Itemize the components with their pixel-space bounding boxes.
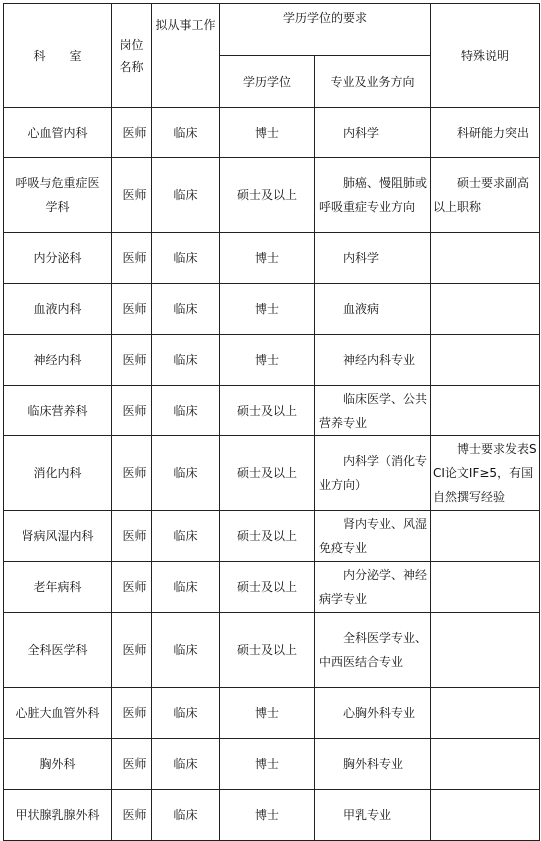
- dept-cell: 临床营养科: [4, 386, 112, 436]
- header-major: 专业及业务方向: [315, 56, 431, 108]
- table-row: [4, 284, 540, 335]
- major-cell: 全科医学专业、中西医结合专业: [315, 613, 431, 688]
- major-cell: 神经内科专业: [315, 335, 431, 386]
- header-note: 特殊说明: [431, 4, 540, 108]
- table-row: [4, 688, 540, 739]
- position-cell: 医师: [112, 284, 152, 335]
- major-cell: 甲乳专业: [315, 790, 431, 841]
- position-cell: 医师: [112, 108, 152, 158]
- work-cell: 临床: [152, 108, 220, 158]
- degree-cell: 硕士及以上: [220, 158, 315, 233]
- note-cell: [431, 386, 540, 436]
- work-cell: 临床: [152, 233, 220, 284]
- position-cell: 医师: [112, 233, 152, 284]
- degree-cell: 硕士及以上: [220, 562, 315, 613]
- degree-cell: 博士: [220, 108, 315, 158]
- work-cell: 临床: [152, 511, 220, 562]
- dept-cell: 心脏大血管外科: [4, 688, 112, 739]
- note-cell: [431, 613, 540, 688]
- note-cell: [431, 790, 540, 841]
- major-cell: 肾内专业、风湿免疫专业: [315, 511, 431, 562]
- table-row: [4, 108, 540, 158]
- note-cell: [431, 739, 540, 790]
- major-cell: 内科学: [315, 233, 431, 284]
- major-cell: 内分泌学、神经病学专业: [315, 562, 431, 613]
- work-cell: 临床: [152, 790, 220, 841]
- work-cell: 临床: [152, 613, 220, 688]
- recruitment-table: [3, 3, 540, 841]
- position-cell: 医师: [112, 511, 152, 562]
- degree-cell: 硕士及以上: [220, 436, 315, 511]
- dept-cell: 呼吸与危重症医学科: [4, 158, 112, 233]
- dept-cell: 血液内科: [4, 284, 112, 335]
- header-position-name: 岗位名称: [112, 4, 152, 108]
- note-cell: [431, 335, 540, 386]
- dept-cell: 肾病风湿内科: [4, 511, 112, 562]
- work-cell: 临床: [152, 562, 220, 613]
- work-cell: 临床: [152, 688, 220, 739]
- header-work-type: 拟从事工作: [152, 4, 220, 108]
- table-row: [4, 436, 540, 511]
- note-cell: 科研能力突出: [431, 108, 540, 158]
- dept-cell: 神经内科: [4, 335, 112, 386]
- work-cell: 临床: [152, 386, 220, 436]
- work-cell: 临床: [152, 284, 220, 335]
- position-cell: 医师: [112, 386, 152, 436]
- degree-cell: 博士: [220, 739, 315, 790]
- work-cell: 临床: [152, 739, 220, 790]
- position-cell: 医师: [112, 335, 152, 386]
- position-cell: 医师: [112, 562, 152, 613]
- dept-cell: 心血管内科: [4, 108, 112, 158]
- dept-cell: 胸外科: [4, 739, 112, 790]
- major-cell: 内科学（消化专业方向）: [315, 436, 431, 511]
- header-dept: 科 室: [4, 4, 112, 108]
- major-cell: 血液病: [315, 284, 431, 335]
- table-row: [4, 790, 540, 841]
- position-cell: 医师: [112, 790, 152, 841]
- position-cell: 医师: [112, 688, 152, 739]
- table-row: [4, 613, 540, 688]
- dept-cell: 老年病科: [4, 562, 112, 613]
- note-cell: [431, 511, 540, 562]
- work-cell: 临床: [152, 436, 220, 511]
- position-cell: 医师: [112, 613, 152, 688]
- degree-cell: 博士: [220, 233, 315, 284]
- degree-cell: 硕士及以上: [220, 511, 315, 562]
- dept-cell: 全科医学科: [4, 613, 112, 688]
- header-row: [4, 4, 540, 56]
- note-cell: 硕士要求副高以上职称: [431, 158, 540, 233]
- degree-cell: 博士: [220, 688, 315, 739]
- header-edu-degree: 学历学位: [220, 56, 315, 108]
- work-cell: 临床: [152, 335, 220, 386]
- table-row: [4, 158, 540, 233]
- dept-cell: 甲状腺乳腺外科: [4, 790, 112, 841]
- header-edu-group: 学历学位的要求: [220, 4, 431, 56]
- dept-cell: 消化内科: [4, 436, 112, 511]
- degree-cell: 博士: [220, 335, 315, 386]
- table-row: [4, 233, 540, 284]
- major-cell: 心胸外科专业: [315, 688, 431, 739]
- dept-cell: 内分泌科: [4, 233, 112, 284]
- table-row: [4, 511, 540, 562]
- degree-cell: 博士: [220, 284, 315, 335]
- major-cell: 肺癌、慢阻肺或呼吸重症专业方向: [315, 158, 431, 233]
- note-cell: [431, 688, 540, 739]
- note-cell: [431, 233, 540, 284]
- position-cell: 医师: [112, 739, 152, 790]
- table-row: [4, 335, 540, 386]
- work-cell: 临床: [152, 158, 220, 233]
- degree-cell: 硕士及以上: [220, 613, 315, 688]
- major-cell: 胸外科专业: [315, 739, 431, 790]
- table-row: [4, 739, 540, 790]
- position-cell: 医师: [112, 158, 152, 233]
- major-cell: 临床医学、公共营养专业: [315, 386, 431, 436]
- degree-cell: 硕士及以上: [220, 386, 315, 436]
- degree-cell: 博士: [220, 790, 315, 841]
- note-cell: 博士要求发表SCI论文IF≥5，有国自然撰写经验: [431, 436, 540, 511]
- table-row: [4, 386, 540, 436]
- table-row: [4, 562, 540, 613]
- position-cell: 医师: [112, 436, 152, 511]
- major-cell: 内科学: [315, 108, 431, 158]
- note-cell: [431, 562, 540, 613]
- note-cell: [431, 284, 540, 335]
